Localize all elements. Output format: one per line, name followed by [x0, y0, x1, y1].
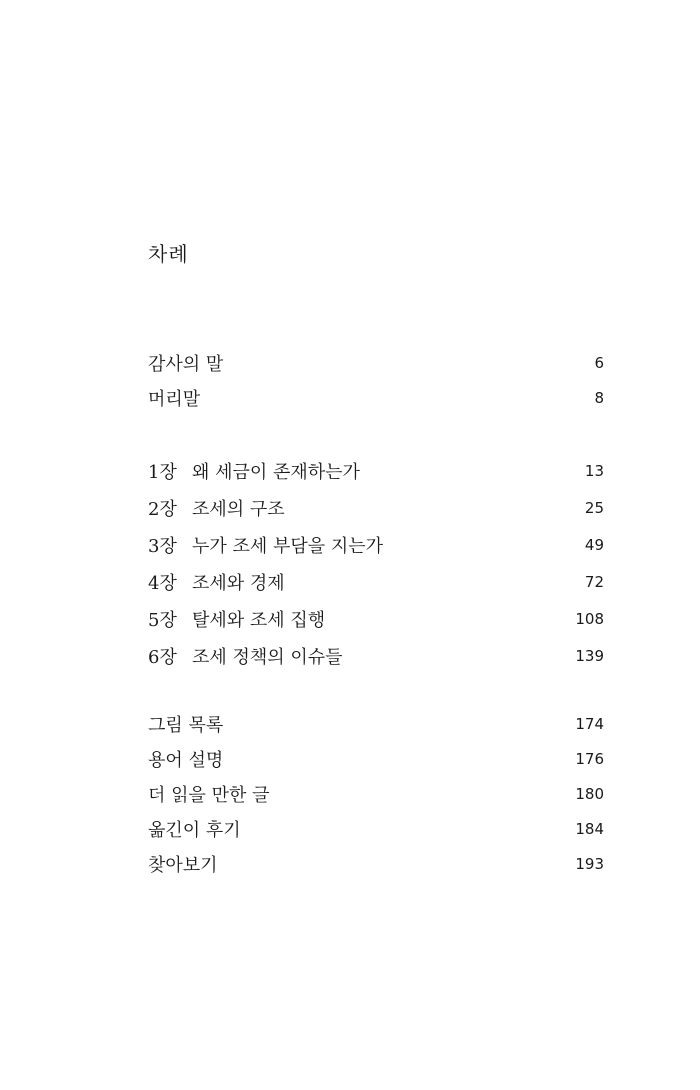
chapter-page: 49	[584, 536, 604, 554]
chapter-page: 13	[584, 462, 604, 480]
toc-entry-index[interactable]	[148, 850, 604, 878]
toc-entry-page: 184	[575, 820, 604, 838]
toc-entry-page: 174	[575, 715, 604, 733]
toc-entry-label: 감사의 말	[148, 354, 224, 375]
toc-entry-label: 찾아보기	[148, 855, 218, 876]
toc-chapter-4[interactable]	[148, 568, 604, 596]
toc-entry-acknowledgements[interactable]	[148, 349, 604, 377]
chapter-title: 왜 세금이 존재하는가	[192, 462, 360, 483]
toc-entry-translator-afterword[interactable]	[148, 815, 604, 843]
toc-entry-label: 그림 목록	[148, 715, 224, 736]
chapter-title: 조세의 구조	[192, 499, 285, 520]
toc-entry-label: 머리말	[148, 389, 201, 410]
chapter-page: 108	[575, 610, 604, 628]
page-title: 차례	[148, 242, 189, 266]
toc-entry-preface[interactable]	[148, 384, 604, 412]
toc-entry-further-reading[interactable]	[148, 780, 604, 808]
toc-entry-page: 176	[575, 750, 604, 768]
chapter-number: 1장	[148, 462, 177, 483]
chapter-title: 조세 정책의 이슈들	[192, 647, 343, 668]
toc-entry-label: 더 읽을 만한 글	[148, 785, 270, 806]
chapter-number: 3장	[148, 536, 177, 557]
chapter-page: 72	[584, 573, 604, 591]
toc-chapter-1[interactable]	[148, 457, 604, 485]
toc-entry-page: 6	[594, 354, 604, 372]
toc-entry-page: 193	[575, 855, 604, 873]
chapter-number: 2장	[148, 499, 177, 520]
toc-chapter-3[interactable]	[148, 531, 604, 559]
chapter-number: 4장	[148, 573, 177, 594]
toc-entry-page: 180	[575, 785, 604, 803]
chapter-page: 25	[584, 499, 604, 517]
toc-entry-label: 용어 설명	[148, 750, 224, 771]
toc-chapter-5[interactable]	[148, 605, 604, 633]
chapter-number: 5장	[148, 610, 177, 631]
chapter-number: 6장	[148, 647, 177, 668]
chapter-title: 누가 조세 부담을 지는가	[192, 536, 384, 557]
chapter-title: 탈세와 조세 집행	[192, 610, 326, 631]
toc-chapter-6[interactable]	[148, 642, 604, 670]
toc-entry-page: 8	[594, 389, 604, 407]
toc-entry-label: 옮긴이 후기	[148, 820, 241, 841]
toc-chapter-2[interactable]	[148, 494, 604, 522]
toc-entry-figures[interactable]	[148, 710, 604, 738]
toc-entry-glossary[interactable]	[148, 745, 604, 773]
chapter-page: 139	[575, 647, 604, 665]
chapter-title: 조세와 경제	[192, 573, 285, 594]
